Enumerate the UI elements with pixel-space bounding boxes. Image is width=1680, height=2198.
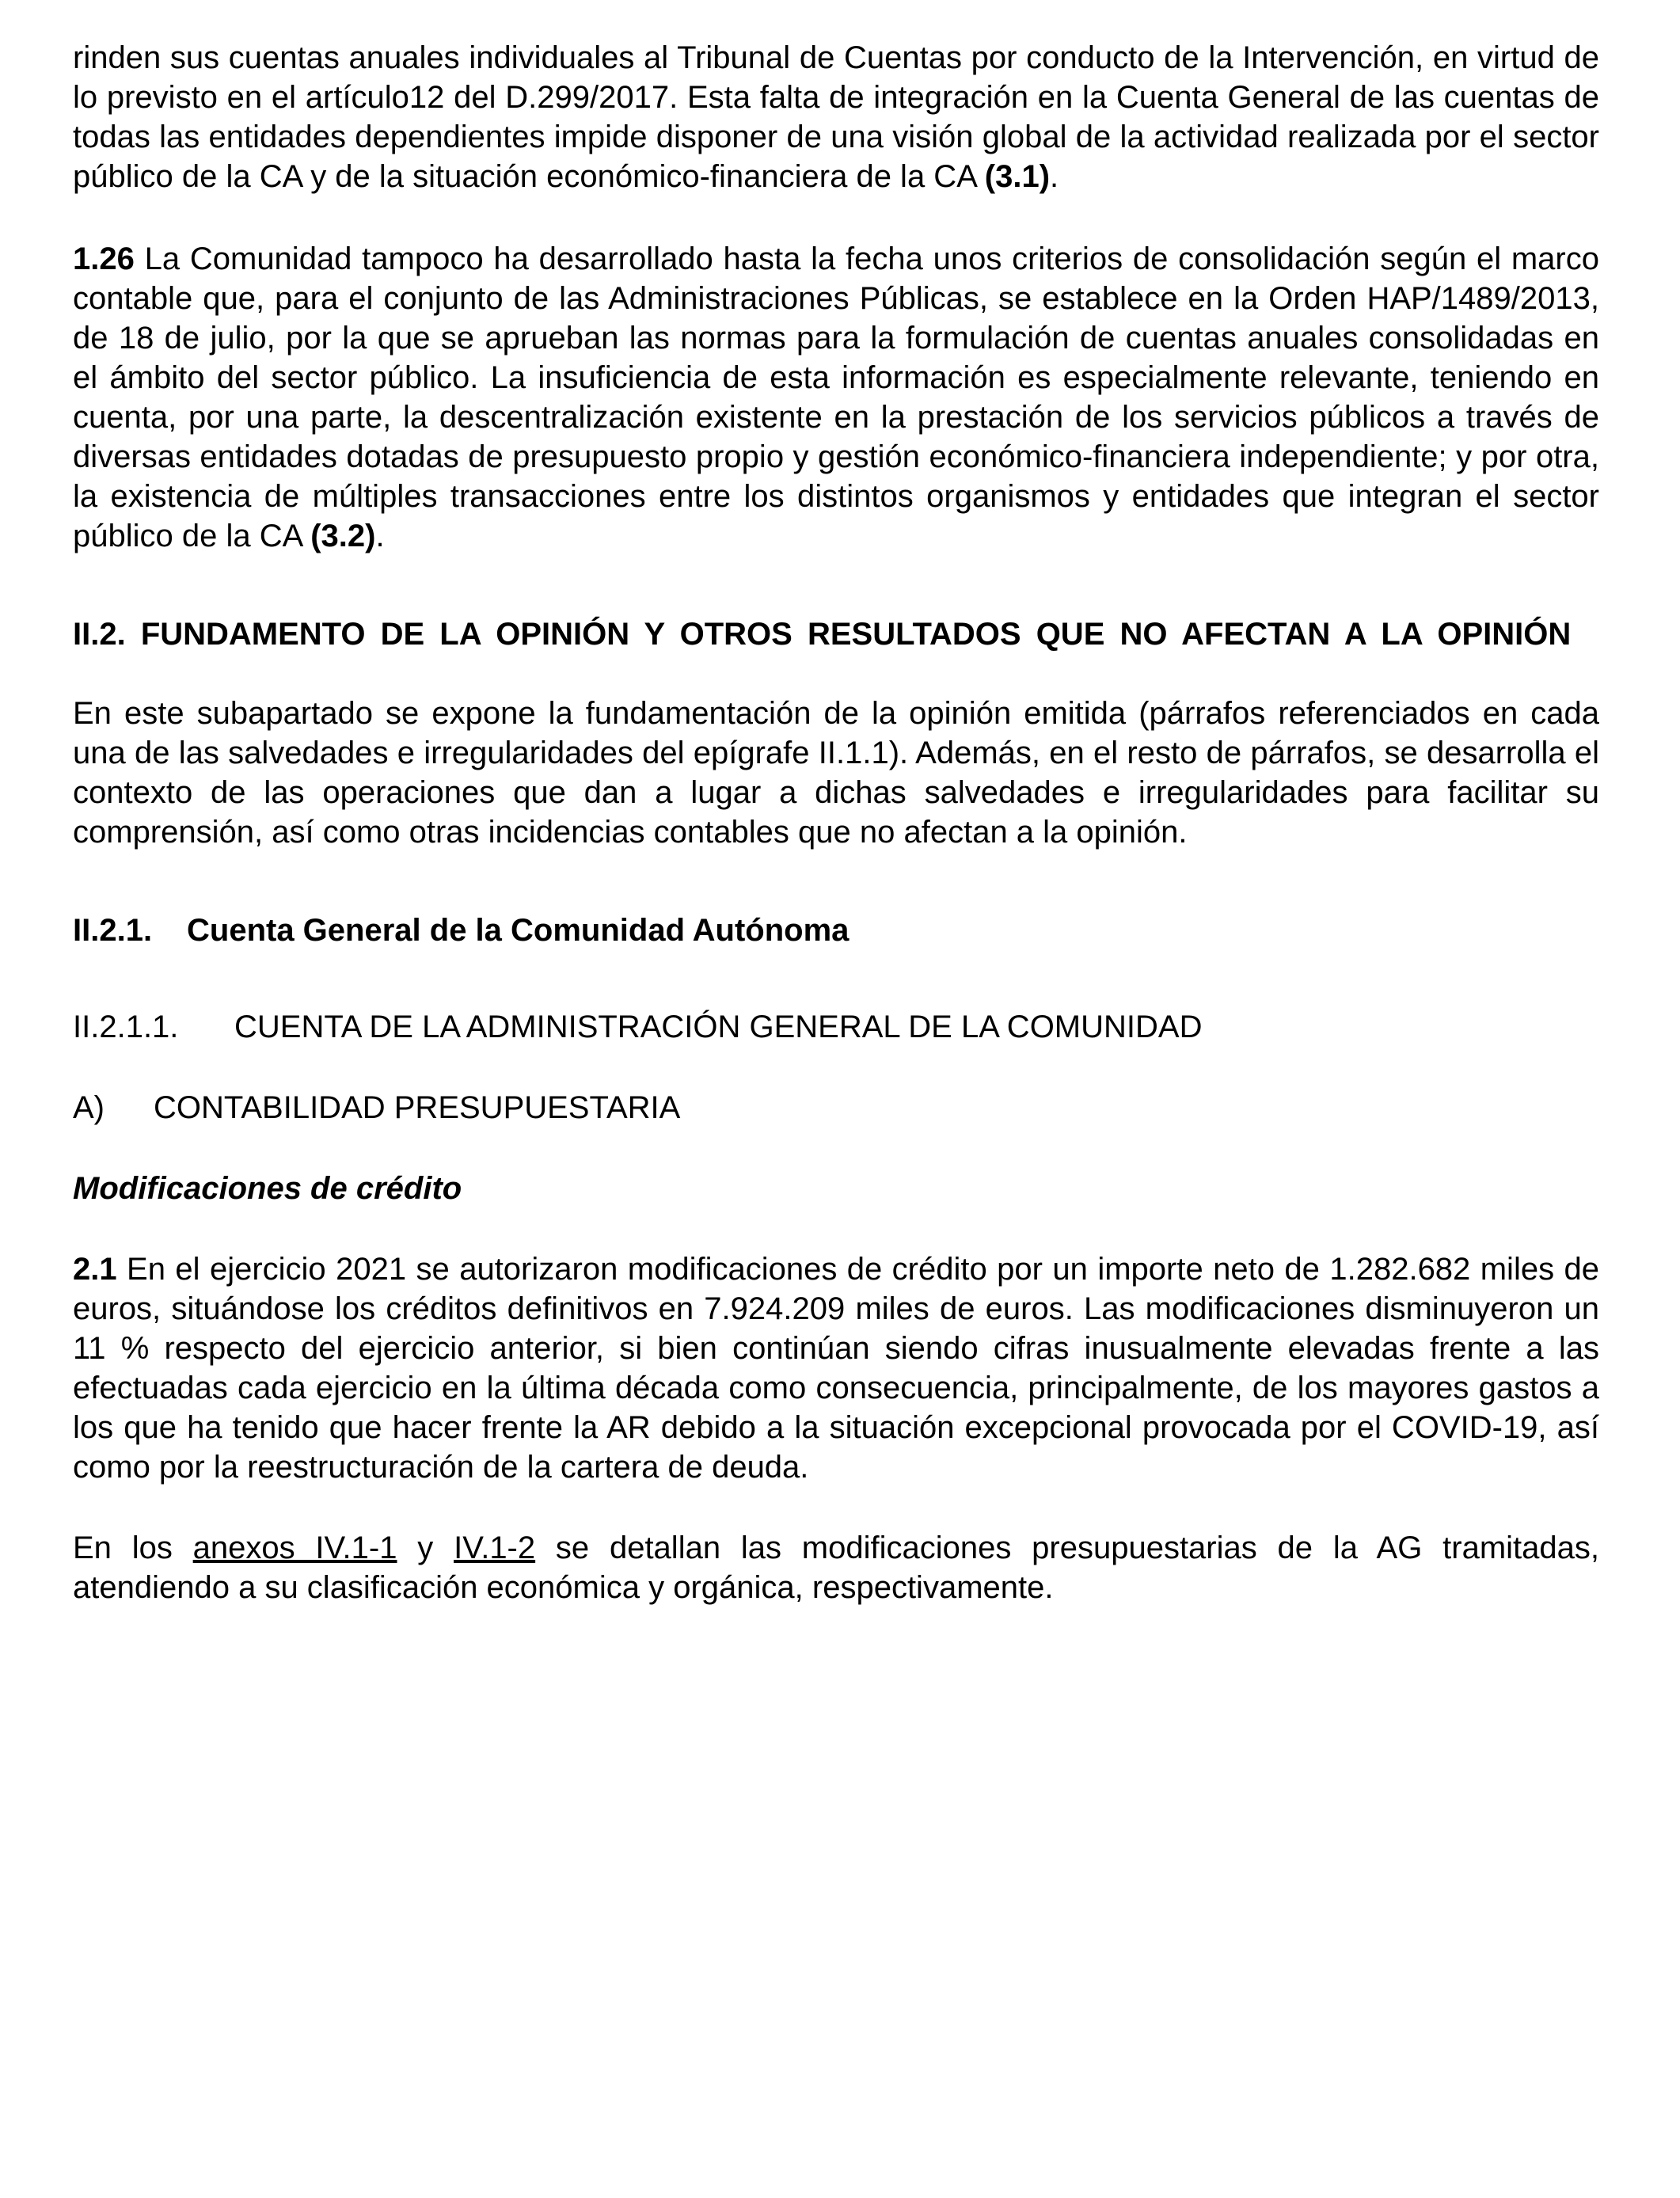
- heading-number: II.2.1.: [73, 913, 153, 948]
- heading-number: II.2.1.1.: [73, 1010, 179, 1044]
- link-anexo-iv-1-1[interactable]: anexos IV.1-1: [192, 1531, 397, 1565]
- heading-letter: A): [73, 1090, 105, 1125]
- heading-title: CUENTA DE LA ADMINISTRACIÓN GENERAL DE LA COMUNIDAD: [234, 1010, 1203, 1044]
- reference-3-1: (3.1): [984, 159, 1051, 194]
- paragraph-number: 2.1: [73, 1252, 117, 1287]
- heading-title: CONTABILIDAD PRESUPUESTARIA: [154, 1090, 681, 1125]
- paragraph-number: 1.26: [73, 241, 135, 276]
- paragraph-text: rinden sus cuentas anuales individuales al Tribunal de Cuentas por conducto de la Intervención, en virtud de lo previsto en el artículo12 del D.299/2017. Esta falta de integración en la Cuenta General de las cuentas de todas las entidades dependientes impide disponer de una visión global de la actividad realizada por el sector público de la CA y de la situación económico-financiera de la CA: [73, 40, 1599, 194]
- section-heading-ii-2: II.2. FUNDAMENTO DE LA OPINIÓN Y OTROS RESULTADOS QUE NO AFECTAN A LA OPINIÓN: [73, 617, 1572, 652]
- section-heading-a: [73, 1088, 1599, 1128]
- reference-3-2: (3.2): [310, 519, 376, 553]
- document-page: [73, 38, 1599, 1607]
- subsection-heading-modificaciones: Modificaciones de crédito: [73, 1171, 462, 1206]
- paragraph-2-1: [73, 1249, 1599, 1487]
- paragraph-ii-2-intro: En este subapartado se expone la fundamentación de la opinión emitida (párrafos referenciados en cada una de las salvedades e irregularidades del epígrafe II.1.1). Además, en el resto de párrafos, se desarrolla el contexto de las operaciones que dan a lugar a dichas salvedades e irregularidades para facilitar su comprensión, así como otras incidencias contables que no afectan a la opinión.: [73, 696, 1599, 850]
- section-heading-ii-2-1-1: [73, 1007, 1599, 1047]
- paragraph-text: La Comunidad tampoco ha desarrollado hasta la fecha unos criterios de consolidación según el marco contable que, para el conjunto de las Administraciones Públicas, se establece en la Orden HAP/1489/2013, de 18 de julio, por la que se aprueban las normas para la formulación de cuentas anuales consolidadas en el ámbito del sector público. La insuficiencia de esta información es especialmente relevante, teniendo en cuenta, por una parte, la descentralización existente en la prestación de los servicios públicos a través de diversas entidades dotadas de presupuesto propio y gestión económico-financiera independiente; y por otra, la existencia de múltiples transacciones entre los distintos organismos y entidades que integran el sector público de la CA: [73, 241, 1599, 553]
- paragraph-1-25-continuation: rinden sus cuentas anuales individuales al Tribunal de Cuentas por conducto de la Intervención, en virtud de lo previsto en el artículo12 del D.299/2017. Esta falta de integración en la Cuenta General de las cuentas de todas las entidades dependientes impide disponer de una visión global de la actividad realizada por el sector público de la CA y de la situación económico-financiera de la CA (3.1).: [73, 40, 1599, 194]
- paragraph-anexos: En los anexos IV.1-1 y IV.1-2 se detallan las modificaciones presupuestarias de la AG tramitadas, atendiendo a su clasificación económica y orgánica, respectivamente.: [73, 1531, 1599, 1605]
- paragraph-text: En el ejercicio 2021 se autorizaron modificaciones de crédito por un importe neto de 1.282.682 miles de euros, situándose los créditos definitivos en 7.924.209 miles de euros. Las modificaciones disminuyeron un 11 % respecto del ejercicio anterior, si bien continúan siendo cifras inusualmente elevadas frente a las efectuadas cada ejercicio en la última década como consecuencia, principalmente, de los mayores gastos a los que ha tenido que hacer frente la AR debido a la situación excepcional provocada por el COVID-19, así como por la reestructuración de la cartera de deuda.: [73, 1252, 1599, 1485]
- heading-title: Cuenta General de la Comunidad Autónoma: [187, 913, 850, 948]
- link-anexo-iv-1-2[interactable]: IV.1-2: [454, 1531, 536, 1565]
- paragraph-1-26: 1.26 La Comunidad tampoco ha desarrollado hasta la fecha unos criterios de consolidación según el marco contable que, para el conjunto de las Administraciones Públicas, se establece en la Orden HAP/1489/2013, de 18 de julio, por la que se aprueban las normas para la formulación de cuentas anuales consolidadas en el ámbito del sector público. La insuficiencia de esta información es especialmente relevante, teniendo en cuenta, por una parte, la descentralización existente en la prestación de los servicios públicos a través de diversas entidades dotadas de presupuesto propio y gestión económico-financiera independiente; y por otra, la existencia de múltiples transacciones entre los distintos organismos y entidades que integran el sector público de la CA (3.2).: [73, 241, 1599, 553]
- section-heading-ii-2-1: [73, 911, 1599, 950]
